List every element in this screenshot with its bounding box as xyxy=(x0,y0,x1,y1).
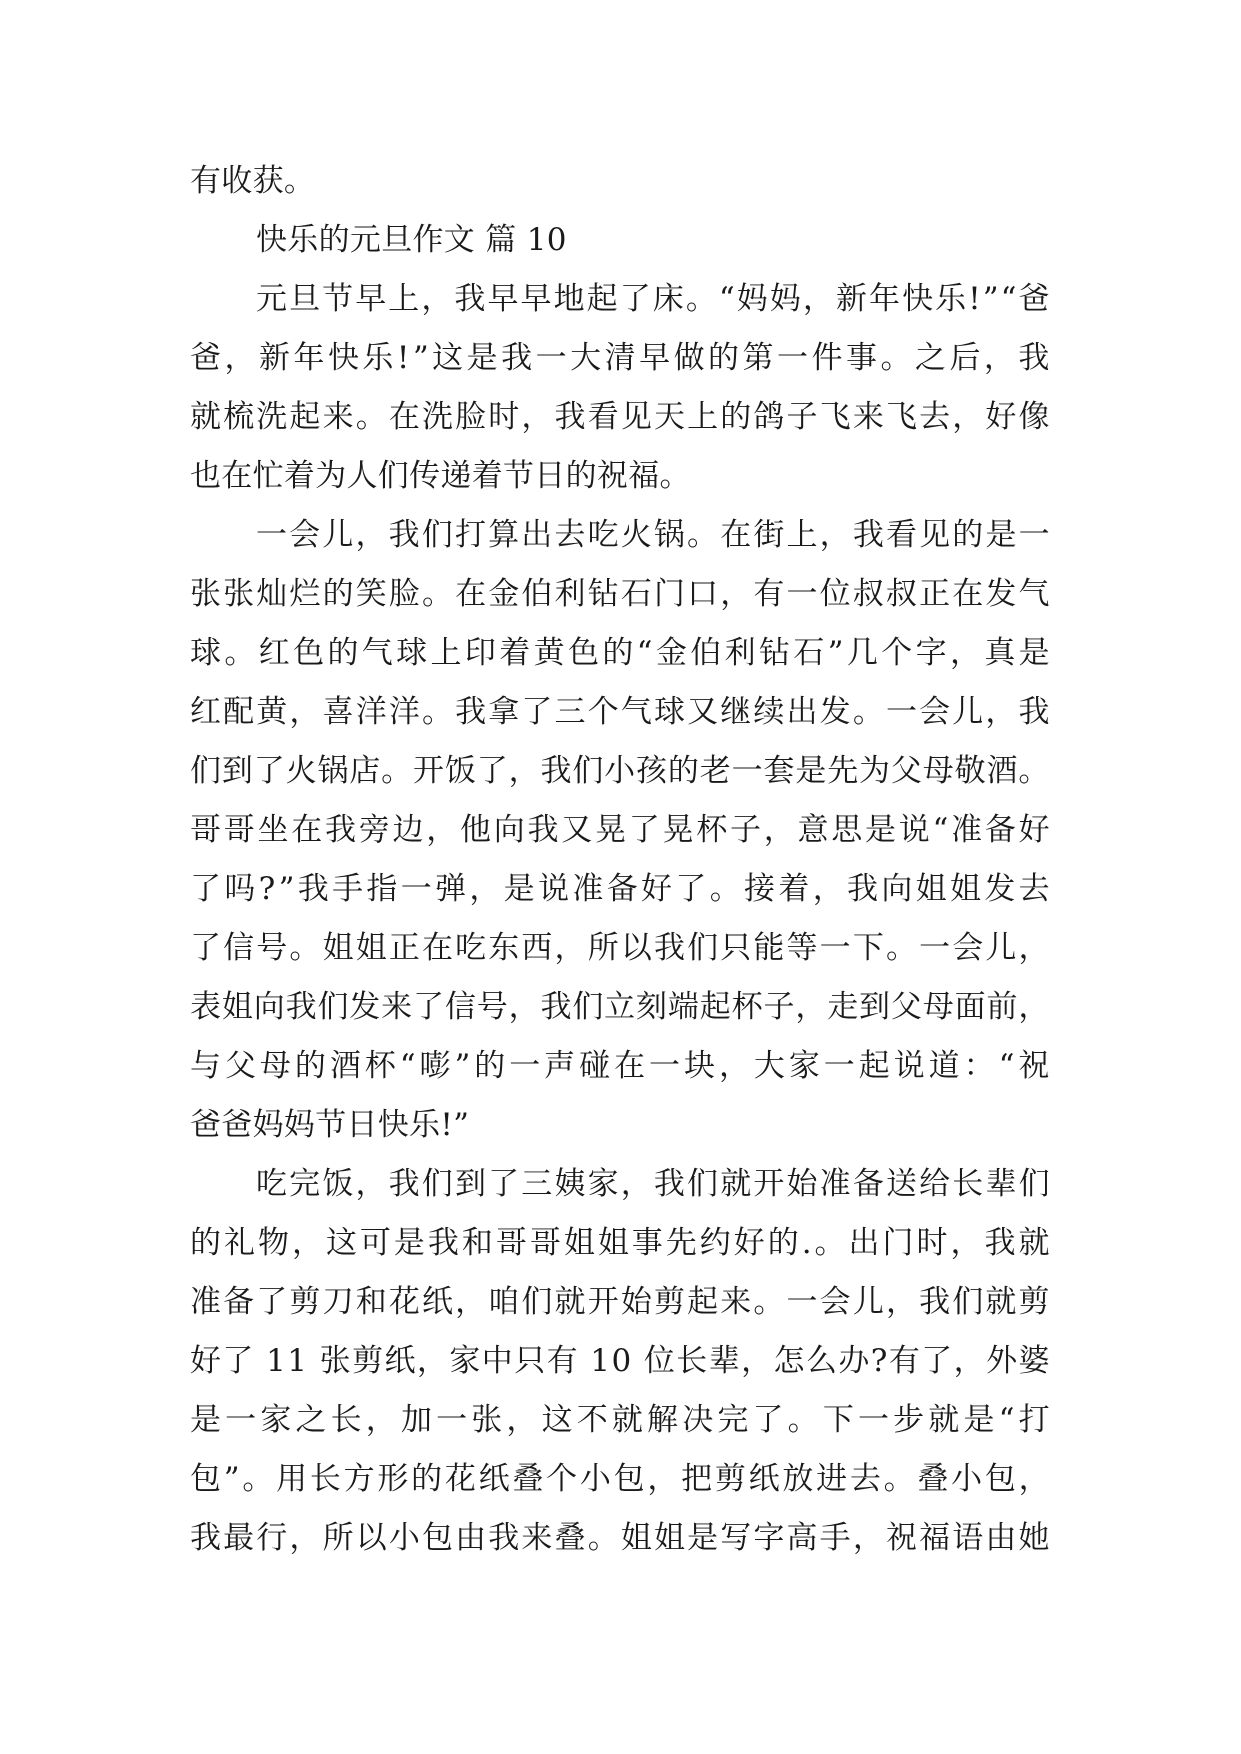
text-line: 是 一 家 之 长 ， 加 一 张 ， 这 不 就 解 决 完 了 。 下 一 步 就 是 “ 打 xyxy=(190,1402,1050,1438)
text-line: 了 吗 ? ” 我 手 指 一 弹 ， 是 说 准 备 好 了 。 接 着 ， 我 向 姐 姐 发 去 xyxy=(190,871,1050,907)
text-line: 球 。 红 色 的 气 球 上 印 着 黄 色 的 “ 金 伯 利 钻 石 ” 几 个 字 ， 真 是 xyxy=(190,635,1050,671)
text-line: 好 了 1 1 张 剪 纸 ， 家 中 只 有 1 0 位 长 辈 ， 怎 么 办 ? 有 了 ， 外 婆 xyxy=(190,1343,1050,1379)
essay-title: 快乐的元旦作文 篇 10 xyxy=(256,222,567,258)
text-line: 我 最 行 ， 所 以 小 包 由 我 来 叠 。 姐 姐 是 写 字 高 手 ， 祝 福 语 由 她 xyxy=(190,1520,1050,1556)
text-line: 包 ” 。 用 长 方 形 的 花 纸 叠 个 小 包 ， 把 剪 纸 放 进 去 。 叠 小 包 ， xyxy=(190,1461,1050,1497)
text-line: 准 备 了 剪 刀 和 花 纸 ， 咱 们 就 开 始 剪 起 来 。 一 会 儿 ， 我 们 就 剪 xyxy=(190,1284,1050,1320)
text-line: 爸 ， 新 年 快 乐 ! ” 这 是 我 一 大 清 早 做 的 第 一 件 事 。 之 后 ， 我 xyxy=(190,340,1050,376)
text-line: 张 张 灿 烂 的 笑 脸 。 在 金 伯 利 钻 石 门 口 ， 有 一 位 叔 叔 正 在 发 气 xyxy=(190,576,1050,612)
text-line: 也在忙着为人们传递着节日的祝福。 xyxy=(190,458,691,494)
text-line: 们 到 了 火 锅 店 。 开 饭 了 ， 我 们 小 孩 的 老 一 套 是 先 为 父 母 敬 酒 。 xyxy=(190,753,1050,789)
text-line: 爸爸妈妈节日快乐!” xyxy=(190,1107,470,1143)
text-line: 有收获。 xyxy=(190,163,316,199)
text-line: 表 姐 向 我 们 发 来 了 信 号 ， 我 们 立 刻 端 起 杯 子 ， 走 到 父 母 面 前 ， xyxy=(190,989,1050,1025)
text-line: 了 信 号 。 姐 姐 正 在 吃 东 西 ， 所 以 我 们 只 能 等 一 下 。 一 会 儿 ， xyxy=(190,930,1050,966)
text-line: 元 旦 节 早 上 ， 我 早 早 地 起 了 床 。 “ 妈 妈 ， 新 年 快 乐 ! ” “ 爸 xyxy=(256,281,1050,317)
text-line: 与 父 母 的 酒 杯 “ 嘭 ” 的 一 声 碰 在 一 块 ， 大 家 一 起 说 道 ： “ 祝 xyxy=(190,1048,1050,1084)
text-line: 吃 完 饭 ， 我 们 到 了 三 姨 家 ， 我 们 就 开 始 准 备 送 给 长 辈 们 xyxy=(256,1166,1050,1202)
text-line: 哥 哥 坐 在 我 旁 边 ， 他 向 我 又 晃 了 晃 杯 子 ， 意 思 是 说 “ 准 备 好 xyxy=(190,812,1050,848)
text-line: 红 配 黄 ， 喜 洋 洋 。 我 拿 了 三 个 气 球 又 继 续 出 发 。 一 会 儿 ， 我 xyxy=(190,694,1050,730)
text-line: 就 梳 洗 起 来 。 在 洗 脸 时 ， 我 看 见 天 上 的 鸽 子 飞 来 飞 去 ， 好 像 xyxy=(190,399,1050,435)
text-line: 一 会 儿 ， 我 们 打 算 出 去 吃 火 锅 。 在 街 上 ， 我 看 见 的 是 一 xyxy=(256,517,1050,553)
text-line: 的 礼 物 ， 这 可 是 我 和 哥 哥 姐 姐 事 先 约 好 的 . 。 出 门 时 ， 我 就 xyxy=(190,1225,1050,1261)
document-body xyxy=(190,152,1050,1568)
